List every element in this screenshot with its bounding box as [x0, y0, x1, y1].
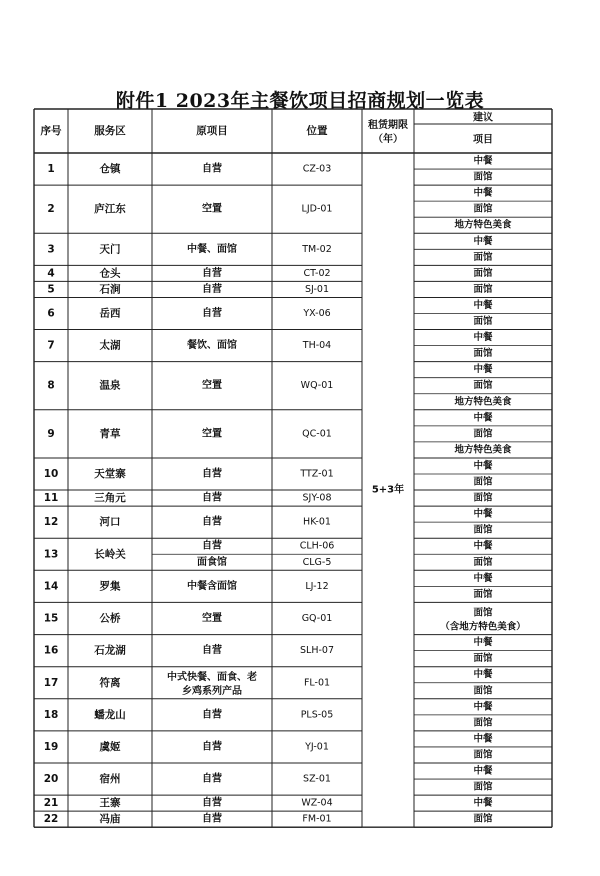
row-service-area: 石龙湖 — [94, 644, 126, 657]
row-original-project: 面食馆 — [197, 556, 227, 568]
row-original-project: 空置 — [202, 428, 222, 440]
row-suggested-project: 中餐 — [473, 508, 493, 520]
row-service-area: 长岭关 — [94, 548, 126, 561]
row-original-project: 空置 — [202, 613, 222, 624]
row-suggested-project: 中餐 — [473, 540, 493, 552]
row-location: HK-01 — [303, 516, 331, 528]
row-service-area: 宿州 — [99, 773, 121, 786]
row-seq: 16 — [43, 644, 59, 657]
row-location: SZ-01 — [303, 773, 331, 785]
row-suggested-project: 面馆 — [473, 316, 493, 328]
row-suggested-project: 中餐 — [473, 637, 493, 649]
row-seq: 20 — [43, 773, 59, 786]
row-location: CZ-03 — [302, 163, 332, 175]
row-suggested-project: 面馆 — [473, 685, 493, 697]
row-service-area: 冯庙 — [99, 813, 121, 826]
row-seq: 12 — [43, 516, 59, 529]
lease-term-value: 5+3年 — [371, 484, 405, 496]
row-seq: 13 — [43, 548, 59, 561]
header-project: 项目 — [473, 134, 493, 146]
header-original: 原项目 — [196, 125, 228, 137]
row-service-area: 石涧 — [99, 283, 121, 296]
row-original-project: 自营 — [202, 813, 222, 825]
row-suggested-project: 面馆 — [473, 524, 493, 536]
row-suggested-project: 面馆 — [473, 283, 493, 295]
page-title: 附件1 2023年主餐饮项目招商规划一览表 — [115, 90, 485, 112]
row-suggested-project: 面馆 — [473, 556, 493, 568]
row-original-project: 自营 — [202, 468, 222, 480]
row-original-project: 空置 — [202, 380, 222, 392]
row-service-area: 庐江东 — [94, 203, 126, 216]
row-suggested-project: 面馆 — [473, 717, 493, 729]
row-location: TH-04 — [302, 340, 332, 352]
row-seq: 15 — [43, 612, 59, 625]
row-location: TM-02 — [302, 243, 332, 255]
row-seq: 11 — [43, 492, 59, 505]
row-service-area: 岳西 — [99, 307, 121, 320]
row-suggested-project: 中餐 — [473, 235, 493, 247]
row-location: YX-06 — [303, 308, 331, 319]
row-original-project: 自营 — [202, 516, 222, 528]
row-suggested-project: 面馆 — [473, 492, 493, 504]
row-seq: 22 — [43, 813, 59, 826]
row-suggested-project: 面馆 — [473, 348, 493, 360]
row-original-project: 自营 — [202, 540, 222, 552]
row-suggested-project: 中餐 — [473, 669, 493, 681]
row-location: GQ-01 — [301, 613, 333, 624]
row-original-project: 自营 — [202, 773, 222, 785]
row-suggested-project: 中餐 — [473, 701, 493, 713]
row-suggested-project: 中餐 — [473, 797, 493, 809]
row-seq: 19 — [43, 740, 59, 753]
row-service-area: 仓头 — [99, 267, 121, 280]
row-suggested-project: 中餐 — [473, 572, 493, 584]
row-suggested-project: 中餐 — [473, 733, 493, 745]
row-original-project: 自营 — [202, 492, 222, 504]
header-seq: 序号 — [40, 125, 62, 137]
row-service-area: 温泉 — [99, 379, 121, 392]
row-suggested-project: 中餐 — [473, 364, 493, 376]
row-location: TTZ-01 — [300, 468, 334, 480]
row-service-area: 河口 — [99, 516, 121, 529]
row-suggested-project: 面馆（含地方特色美食） — [440, 607, 526, 633]
row-suggested-project: 中餐 — [473, 765, 493, 777]
row-location: LJD-01 — [301, 203, 333, 215]
row-location: FL-01 — [303, 677, 331, 689]
row-suggested-project: 中餐 — [473, 299, 493, 311]
row-seq: 9 — [47, 427, 55, 440]
row-location: QC-01 — [302, 428, 332, 440]
row-suggested-project: 面馆 — [473, 781, 493, 793]
row-suggested-project: 面馆 — [473, 203, 493, 215]
row-suggested-project: 地方特色美食 — [454, 444, 512, 456]
row-suggested-project: 地方特色美食 — [454, 219, 512, 231]
row-original-project: 餐饮、面馆 — [187, 340, 237, 352]
row-service-area: 公桥 — [99, 612, 121, 625]
row-location: WQ-01 — [300, 380, 334, 392]
row-seq: 2 — [47, 203, 55, 216]
row-suggested-project: 面馆 — [473, 251, 493, 263]
row-suggested-project: 面馆 — [473, 813, 493, 825]
header-suggestion: 建议 — [473, 112, 493, 124]
row-suggested-project: 面馆 — [473, 476, 493, 488]
row-location: SJ-01 — [304, 283, 330, 295]
row-original-project: 空置 — [202, 203, 222, 215]
row-suggested-project: 面馆 — [473, 749, 493, 761]
row-original-project: 中餐含面馆 — [187, 580, 237, 592]
row-suggested-project: 面馆 — [473, 428, 493, 440]
row-service-area: 三角元 — [94, 492, 126, 505]
row-seq: 6 — [47, 307, 55, 320]
header-area: 服务区 — [94, 125, 126, 137]
row-seq: 17 — [43, 676, 59, 689]
row-service-area: 虞姬 — [99, 740, 121, 753]
row-original-project: 自营 — [202, 645, 222, 657]
row-original-project: 自营 — [202, 741, 222, 753]
row-seq: 5 — [47, 283, 55, 296]
row-location: SLH-07 — [300, 645, 334, 657]
row-service-area: 蟠龙山 — [94, 708, 126, 721]
row-suggested-project: 中餐 — [473, 187, 493, 199]
row-original-project: 自营 — [202, 308, 222, 319]
row-location: SJY-08 — [302, 492, 332, 504]
row-suggested-project: 中餐 — [473, 460, 493, 472]
row-original-project: 自营 — [202, 163, 222, 175]
row-seq: 18 — [43, 708, 59, 721]
row-location: CLG-5 — [302, 556, 332, 568]
row-service-area: 王寨 — [99, 797, 121, 810]
row-seq: 14 — [43, 580, 59, 593]
row-service-area: 青草 — [99, 427, 121, 440]
row-original-project: 自营 — [202, 797, 222, 809]
row-location: CT-02 — [303, 267, 331, 279]
row-suggested-project: 面馆 — [473, 380, 493, 392]
row-original-project: 自营 — [202, 267, 222, 279]
row-original-project: 中餐、面馆 — [187, 243, 237, 255]
header-lease-term: 租赁期限（年） — [368, 120, 408, 145]
row-suggested-project: 面馆 — [473, 588, 493, 600]
row-service-area: 罗集 — [99, 580, 121, 593]
row-suggested-project: 面馆 — [473, 171, 493, 183]
row-location: LJ-12 — [305, 580, 329, 592]
row-suggested-project: 地方特色美食 — [454, 396, 512, 408]
row-seq: 8 — [47, 379, 55, 392]
row-original-project: 自营 — [202, 709, 222, 721]
row-suggested-project: 面馆 — [473, 653, 493, 665]
row-service-area: 天门 — [99, 243, 121, 256]
row-location: FM-01 — [302, 813, 332, 825]
row-location: YJ-01 — [305, 741, 329, 753]
row-seq: 3 — [47, 243, 55, 256]
row-original-project: 自营 — [202, 283, 222, 295]
row-service-area: 仓镇 — [99, 163, 121, 176]
row-seq: 4 — [47, 267, 55, 280]
row-suggested-project: 中餐 — [473, 155, 493, 167]
row-suggested-project: 中餐 — [473, 412, 493, 424]
row-location: PLS-05 — [300, 709, 334, 721]
row-suggested-project: 面馆 — [473, 267, 493, 279]
header-location: 位置 — [306, 125, 328, 137]
row-original-project: 中式快餐、面食、老乡鸡系列产品 — [167, 671, 257, 697]
row-seq: 10 — [43, 468, 59, 480]
row-seq: 7 — [47, 339, 55, 352]
row-location: WZ-04 — [301, 797, 333, 809]
row-location: CLH-06 — [299, 540, 335, 552]
row-service-area: 符离 — [99, 676, 121, 689]
row-seq: 21 — [43, 797, 59, 810]
row-seq: 1 — [47, 163, 55, 176]
row-service-area: 太湖 — [99, 339, 121, 352]
row-suggested-project: 中餐 — [473, 332, 493, 344]
row-service-area: 天堂寨 — [94, 468, 126, 480]
